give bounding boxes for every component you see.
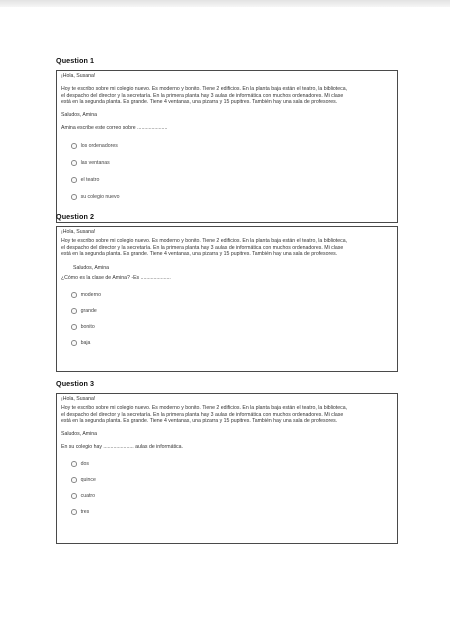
option-label: su colegio nuevo — [80, 193, 120, 200]
option-label: tres — [80, 508, 90, 515]
radio-button[interactable] — [71, 160, 77, 166]
option-label: baja — [80, 339, 91, 346]
option-label: las ventanas — [80, 159, 110, 166]
radio-button[interactable] — [71, 194, 77, 200]
greeting: ¡Hola, Susana! — [61, 73, 96, 79]
body-line: está en la segunda planta. Es grande. Tiene 4 ventanas, una pizarra y 15 pupitres. También hay una sala de profesores. — [61, 251, 338, 258]
option-label: bonito — [80, 323, 95, 330]
option-label: el teatro — [80, 176, 100, 183]
body-line: está en la segunda planta. Es grande. Tiene 4 ventanas, una pizarra y 15 pupitres. También hay una sala de profesores. — [61, 418, 338, 425]
body-line: el despacho del director y la secretaría. En la primera planta hay 3 aulas de informática con muchos ordenadores. Mi clase — [61, 92, 344, 99]
question-box — [56, 226, 398, 372]
signoff: Saludos, Amina — [61, 112, 98, 119]
option-label: moderno — [80, 291, 102, 298]
option-label: cuatro — [80, 492, 96, 499]
question-prompt: En su colegio hay ..................... aulas de informática. — [61, 443, 183, 450]
body-line: el despacho del director y la secretaría. En la primera planta hay 3 aulas de informática con muchos ordenadores. Mi clase — [61, 244, 344, 251]
body-line: Hoy te escribo sobre mi colegio nuevo. Es moderno y bonito. Tiene 2 edificios. En la planta baja están el teatro, la biblioteca, — [61, 404, 348, 411]
signoff: Saludos, Amina — [61, 431, 98, 438]
answer-option[interactable] — [71, 340, 393, 346]
radio-button[interactable] — [71, 292, 77, 298]
body-line: Hoy te escribo sobre mi colegio nuevo. Es moderno y bonito. Tiene 2 edificios. En la planta baja están el teatro, la biblioteca, — [61, 237, 348, 244]
question-title: Question 1 — [56, 56, 95, 65]
question-2 — [56, 212, 398, 372]
radio-button[interactable] — [71, 461, 77, 467]
option-label: dos — [80, 460, 89, 467]
answer-option[interactable] — [71, 194, 393, 200]
body-line: el despacho del director y la secretaría. En la primera planta hay 3 aulas de informática con muchos ordenadores. Mi clase — [61, 411, 344, 418]
radio-button[interactable] — [71, 477, 77, 483]
option-label: quince — [80, 476, 96, 483]
question-prompt: ¿Cómo es la clase de Amina? -Es ..................... — [61, 274, 171, 281]
option-label: grande — [80, 307, 97, 314]
body-line: Hoy te escribo sobre mi colegio nuevo. Es moderno y bonito. Tiene 2 edificios. En la planta baja están el teatro, la biblioteca, — [61, 85, 348, 92]
question-3 — [56, 379, 398, 544]
radio-button[interactable] — [71, 324, 77, 330]
top-edge — [0, 0, 450, 7]
question-box — [56, 70, 398, 223]
radio-button[interactable] — [71, 177, 77, 183]
question-title: Question 2 — [56, 212, 95, 221]
signoff: Saludos, Amina — [73, 265, 110, 272]
option-label: los ordenadores — [80, 142, 118, 149]
radio-button[interactable] — [71, 509, 77, 515]
question-prompt: Amina escribe este correo sobre ..................... — [61, 124, 168, 131]
radio-button[interactable] — [71, 308, 77, 314]
body-line: está en la segunda planta. Es grande. Tiene 4 ventanas, una pizarra y 15 pupitres. También hay una sala de profesores. — [61, 99, 338, 106]
question-1 — [56, 56, 398, 223]
greeting: ¡Hola, Susana! — [61, 229, 96, 235]
greeting: ¡Hola, Susana! — [61, 396, 96, 402]
question-box — [56, 393, 398, 544]
answer-option[interactable] — [71, 509, 393, 515]
question-title: Question 3 — [56, 379, 95, 388]
radio-button[interactable] — [71, 143, 77, 149]
radio-button[interactable] — [71, 493, 77, 499]
radio-button[interactable] — [71, 340, 77, 346]
